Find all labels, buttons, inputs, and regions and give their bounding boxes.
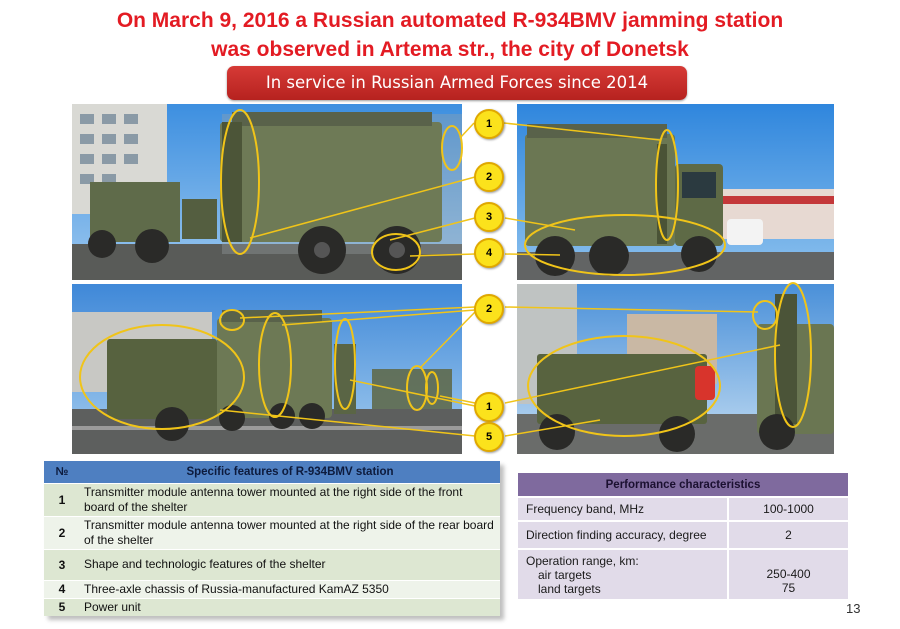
table-row bbox=[44, 516, 500, 549]
marker-1-bottom: 1 bbox=[474, 392, 504, 422]
photo-truck-rear-left bbox=[72, 284, 462, 454]
row-text: Shape and technologic features of the shelter bbox=[80, 549, 500, 580]
features-table bbox=[44, 461, 500, 616]
perf-range-value-cell bbox=[728, 549, 848, 599]
title-line-2: was observed in Artema str., the city of Donetsk bbox=[211, 38, 689, 61]
title-line-1: On March 9, 2016 a Russian automated R-934BMV jamming station bbox=[116, 9, 784, 32]
row-text: Power unit bbox=[80, 598, 500, 616]
row-text: Transmitter module antenna tower mounted at the right side of the rear board of the shelter bbox=[80, 516, 500, 549]
marker-4: 4 bbox=[474, 238, 504, 268]
perf-label: Direction finding accuracy, degree bbox=[518, 521, 728, 549]
range-land-label: land targets bbox=[538, 581, 601, 596]
perf-value: 2 bbox=[728, 521, 848, 549]
table-row bbox=[44, 580, 500, 598]
table-row bbox=[44, 549, 500, 580]
range-air-label: air targets bbox=[538, 567, 592, 582]
service-banner: In service in Russian Armed Forces since 2014 bbox=[227, 66, 687, 100]
range-land-value: 75 bbox=[781, 580, 796, 595]
performance-title: Performance characteristics bbox=[518, 473, 848, 497]
marker-1-top: 1 bbox=[474, 109, 504, 139]
range-label: Operation range, km: bbox=[526, 553, 639, 568]
photo-truck-front-right bbox=[517, 104, 834, 280]
row-text: Transmitter module antenna tower mounted at the right side of the front board of the shelter bbox=[80, 483, 500, 516]
perf-range-label-cell bbox=[518, 549, 728, 599]
row-num: 1 bbox=[44, 483, 80, 516]
table-row bbox=[44, 483, 500, 516]
photo-truck-rear-right bbox=[517, 284, 834, 454]
performance-table bbox=[518, 473, 848, 599]
col-features-header: Specific features of R-934BMV station bbox=[80, 461, 500, 483]
row-num: 4 bbox=[44, 580, 80, 598]
page-number: 13 bbox=[846, 601, 861, 616]
row-num: 2 bbox=[44, 516, 80, 549]
marker-5: 5 bbox=[474, 422, 504, 452]
row-num: 3 bbox=[44, 549, 80, 580]
row-num: 5 bbox=[44, 598, 80, 616]
features-header-row bbox=[44, 461, 500, 483]
table-row bbox=[44, 598, 500, 616]
perf-label: Frequency band, MHz bbox=[518, 497, 728, 521]
marker-2-top: 2 bbox=[474, 162, 504, 192]
marker-2-bottom: 2 bbox=[474, 294, 504, 324]
perf-value: 100-1000 bbox=[728, 497, 848, 521]
table-row bbox=[518, 549, 848, 599]
marker-3: 3 bbox=[474, 202, 504, 232]
row-text: Three-axle chassis of Russia-manufactured KamAZ 5350 bbox=[80, 580, 500, 598]
col-num-header: № bbox=[44, 461, 80, 483]
photo-truck-side-left bbox=[72, 104, 462, 280]
table-row bbox=[518, 521, 848, 549]
range-air-value: 250-400 bbox=[766, 566, 811, 581]
page-title bbox=[0, 6, 900, 64]
table-row bbox=[518, 497, 848, 521]
